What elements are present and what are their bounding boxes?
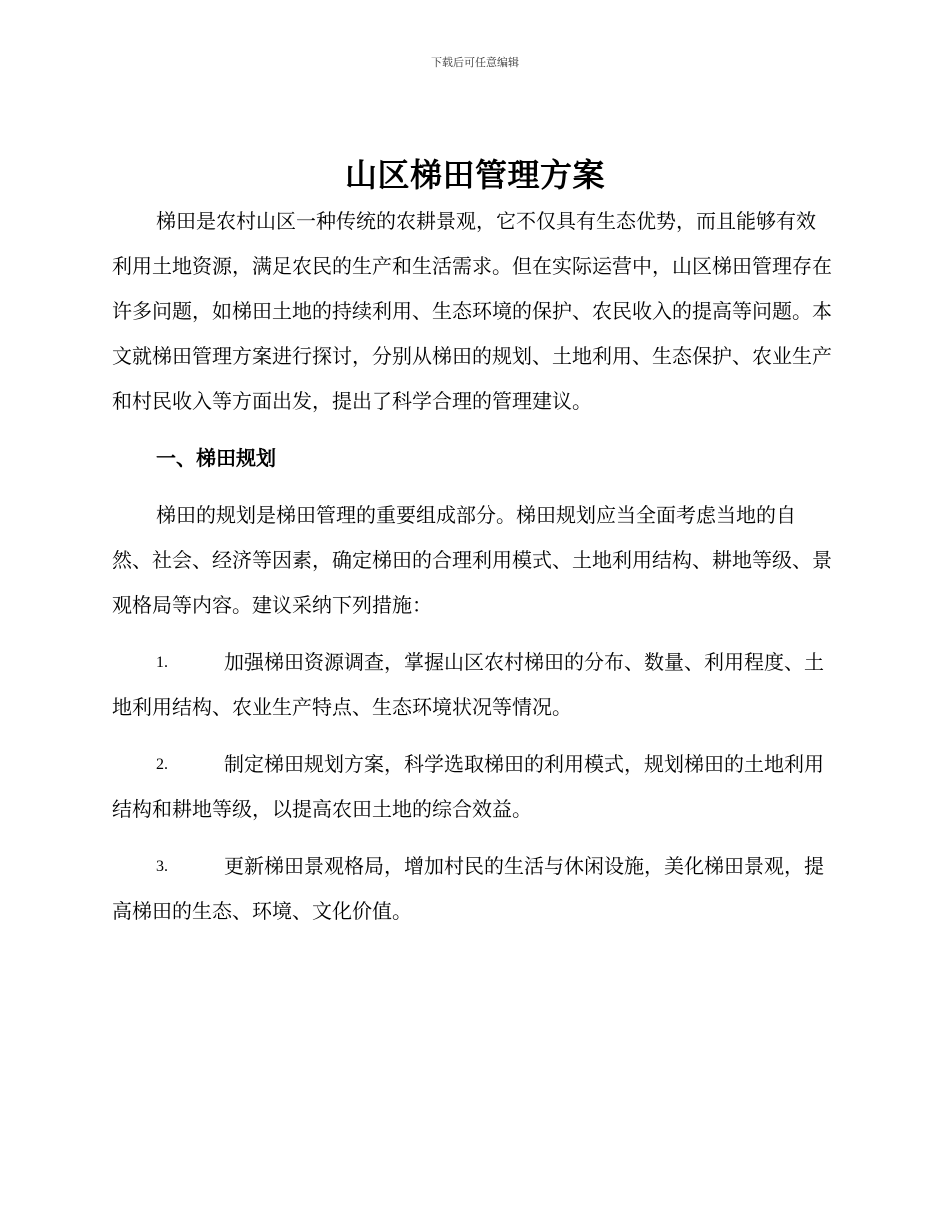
list-item [112,844,832,934]
list-number: 2. [156,756,168,773]
list-number: 1. [156,654,168,671]
document-title: 山区梯田管理方案 [344,156,605,194]
list-item-text: 加强梯田资源调查，掌握山区农村梯田的分布、数量、利用程度、土地利用结构、农业生产特点、生态环境状况等情况。 [112,650,824,719]
document-body [112,199,832,934]
section-heading: 一、梯田规划 [156,446,276,470]
list-number: 3. [156,858,168,875]
list-item [112,640,832,730]
section-paragraph: 梯田的规划是梯田管理的重要组成部分。梯田规划应当全面考虑当地的自然、社会、经济等因素，确定梯田的合理利用模式、土地利用结构、耕地等级、景观格局等内容。建议采纳下列措施： [112,503,832,617]
list-item-text: 更新梯田景观格局，增加村民的生活与休闲设施，美化梯田景观，提高梯田的生态、环境、文化价值。 [112,854,824,923]
list-item [112,742,832,832]
list-item-text: 制定梯田规划方案，科学选取梯田的利用模式，规划梯田的土地利用结构和耕地等级，以提高农田土地的综合效益。 [112,752,824,821]
page-header: 下载后可任意编辑 [431,56,519,69]
intro-paragraph: 梯田是农村山区一种传统的农耕景观，它不仅具有生态优势，而且能够有效利用土地资源，满足农民的生产和生活需求。但在实际运营中，山区梯田管理存在许多问题，如梯田土地的持续利用、生态环境的保护、农民收入的提高等问题。本文就梯田管理方案进行探讨，分别从梯田的规划、土地利用、生态保护、农业生产和村民收入等方面出发，提出了科学合理的管理建议。 [112,209,832,413]
